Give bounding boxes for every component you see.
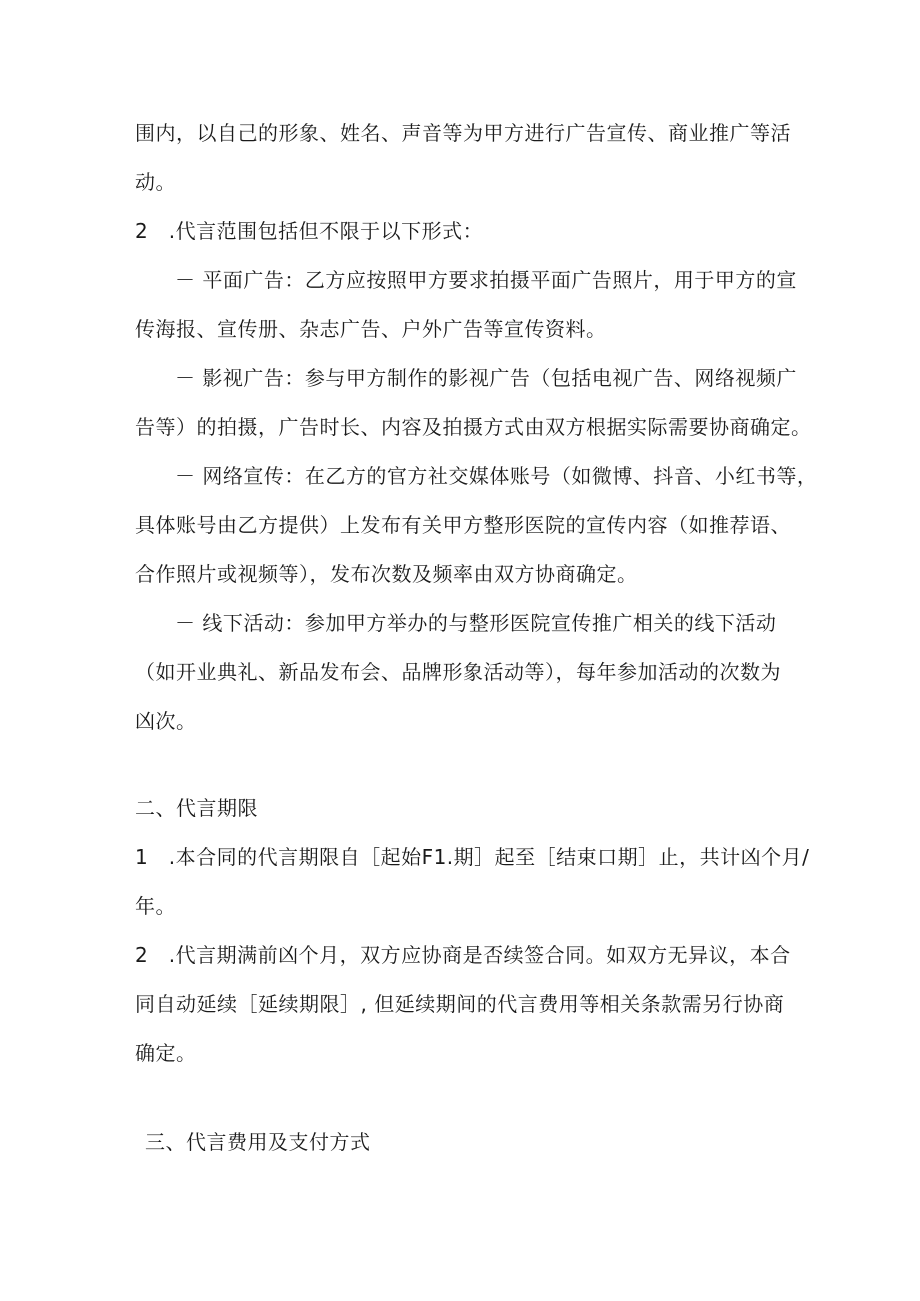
item-video-ad: － 影视广告：参与甲方制作的影视广告（包括电视广告、网络视频广 xyxy=(175,366,797,390)
term-clause-2-cont-1: 同自动延续［延续期限］, 但延续期间的代言费用等相关条款需另行协商 xyxy=(135,992,785,1016)
text-line-scope-continuation: 围内，以自己的形象、姓名、声音等为甲方进行广告宣传、商业推广等活 xyxy=(135,121,791,145)
term-clause-2-cont-2: 确定。 xyxy=(135,1041,197,1065)
term-clause-1-cont: 年。 xyxy=(135,894,176,918)
item-online-promo-cont-2: 合作照片或视频等），发布次数及频率由双方协商确定。 xyxy=(135,562,638,586)
item-print-ad-cont: 传海报、宣传册、杂志广告、户外广告等宣传资料。 xyxy=(135,317,607,341)
section-2-heading: 二、代言期限 xyxy=(135,796,258,820)
clause-2-heading: 2 .代言范围包括但不限于以下形式： xyxy=(135,219,484,243)
item-online-promo-cont-1: 具体账号由乙方提供）上发布有关甲方整形医院的宣传内容（如推荐语、 xyxy=(135,513,791,537)
item-online-promo: － 网络宣传：在乙方的官方社交媒体账号（如微博、抖音、小红书等， xyxy=(175,464,818,488)
term-clause-2: 2 .代言期满前凶个月，双方应协商是否续签合同。如双方无异议，本合 xyxy=(135,943,791,967)
text-line-scope-end: 动。 xyxy=(135,170,176,194)
item-offline-event: － 线下活动：参加甲方举办的与整形医院宣传推广相关的线下活动 xyxy=(175,611,777,635)
item-offline-event-cont-1: （如开业典礼、新品发布会、品牌形象活动等），每年参加活动的次数为 xyxy=(135,660,781,684)
term-clause-1: 1 .本合同的代言期限自［起始F1.期］起至［结束口期］止，共计凶个月/ xyxy=(135,845,810,869)
section-3-heading: 三、代言费用及支付方式 xyxy=(145,1130,371,1154)
item-video-ad-cont: 告等）的拍摄，广告时长、内容及拍摄方式由双方根据实际需要协商确定。 xyxy=(135,415,812,439)
item-print-ad: － 平面广告：乙方应按照甲方要求拍摄平面广告照片，用于甲方的宣 xyxy=(175,268,797,292)
item-offline-event-cont-2: 凶次。 xyxy=(135,709,197,733)
